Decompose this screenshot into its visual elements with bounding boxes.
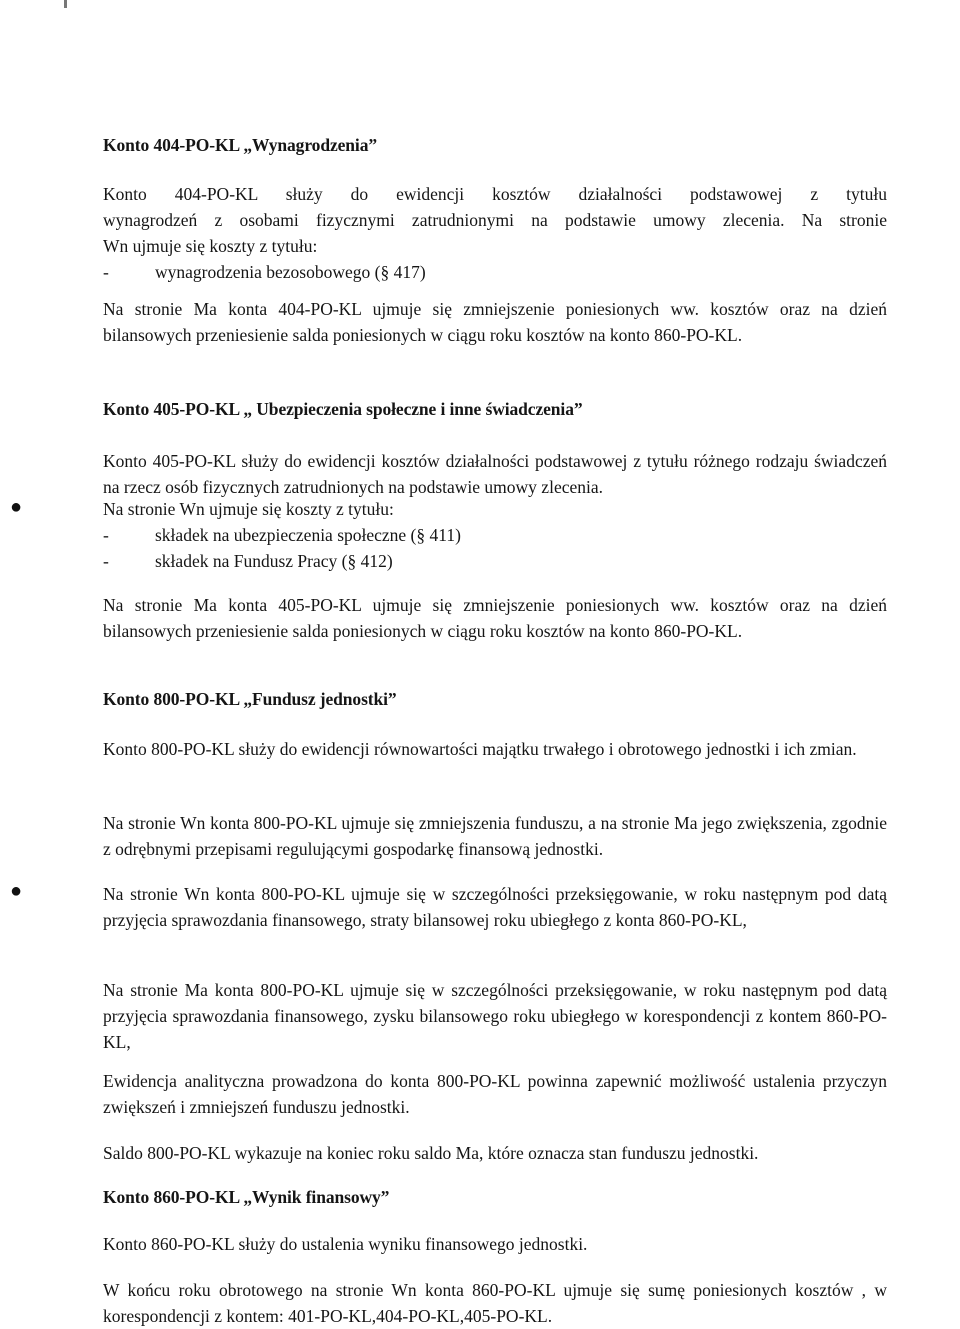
paragraph — [103, 1140, 887, 1166]
paragraph-line: Wn ujmuje się koszty z tytułu: — [103, 236, 318, 256]
paragraph-text: Ewidencja analityczna prowadzona do konta 800-PO-KL powinna zapewnić możliwość ustalenia przyczyn zwiększeń i zmniejszeń funduszu jednostki. — [103, 1071, 887, 1117]
paragraph-text: Na stronie Ma konta 405-PO-KL ujmuje się zmniejszenie poniesionych ww. kosztów oraz na dzień bilansowych przeniesienie salda poniesionych w ciągu roku kosztów na konto 860-PO-KL. — [103, 595, 887, 641]
paragraph-line: Konto 404-PO-KL służy do ewidencji kosztów działalności podstawowej z tytułu — [103, 184, 887, 204]
paragraph — [103, 1231, 887, 1257]
paragraph-text: Na stronie Wn konta 800-PO-KL ujmuje się w szczególności przeksięgowanie, w roku następnym pod datą przyjęcia sprawozdania finansowego, straty bilansowej roku ubiegłego z konta 860-PO-KL, — [103, 884, 887, 930]
section-heading-404: Konto 404-PO-KL „Wynagrodzenia” — [103, 135, 377, 155]
cost-list — [103, 522, 887, 574]
paragraph — [103, 181, 887, 285]
paragraph — [103, 736, 887, 762]
paragraph-line: Na stronie Wn ujmuje się koszty z tytułu: — [103, 499, 394, 519]
paragraph — [103, 592, 887, 644]
paragraph — [103, 977, 887, 1055]
paragraph — [103, 810, 887, 862]
paragraph — [103, 1068, 887, 1120]
paragraph-text: Na stronie Ma konta 404-PO-KL ujmuje się zmniejszenie poniesionych ww. kosztów oraz na dzień bilansowych przeniesienie salda poniesionych w ciągu roku kosztów na konto 860-PO-KL. — [103, 299, 887, 345]
paragraph-text: Na stronie Ma konta 800-PO-KL ujmuje się w szczególności przeksięgowanie, w roku następnym pod datą przyjęcia sprawozdania finansowego, zysku bilansowego roku ubiegłego w korespondencji z kontem 860-PO-KL, — [103, 980, 887, 1052]
scan-artifact-tick — [64, 0, 67, 8]
binding-hole-mark: ● — [10, 496, 23, 518]
paragraph-text: Saldo 800-PO-KL wykazuje na koniec roku saldo Ma, które oznacza stan funduszu jednostki. — [103, 1143, 759, 1163]
paragraph-text: Na stronie Wn konta 800-PO-KL ujmuje się zmniejszenia funduszu, a na stronie Ma jego zwiększenia, zgodnie z odrębnymi przepisami regulującymi gospodarkę finansową jednostki. — [103, 813, 887, 859]
paragraph — [103, 296, 887, 348]
paragraph — [103, 448, 887, 500]
list-item: - składek na ubezpieczenia społeczne (§ 411) — [103, 522, 887, 548]
paragraph-text: W końcu roku obrotowego na stronie Wn konta 860-PO-KL ujmuje się sumę poniesionych kosztów , w korespondencji z kontem: 401-PO-KL,404-PO-KL,405-PO-KL. — [103, 1280, 887, 1326]
paragraph-text: Konto 405-PO-KL służy do ewidencji kosztów działalności podstawowej z tytułu różnego rodzaju świadczeń na rzecz osób fizycznych zatrudnionych na podstawie umowy zlecenia. — [103, 451, 887, 497]
section-heading-800: Konto 800-PO-KL „Fundusz jednostki” — [103, 689, 397, 709]
paragraph-text: Konto 800-PO-KL służy do ewidencji równowartości majątku trwałego i obrotowego jednostki i ich zmian. — [103, 739, 857, 759]
paragraph — [103, 881, 887, 933]
paragraph — [103, 1277, 887, 1329]
section-heading-860: Konto 860-PO-KL „Wynik finansowy” — [103, 1187, 390, 1207]
paragraph — [103, 496, 887, 574]
binding-hole-mark: ● — [10, 880, 23, 902]
list-item: - wynagrodzenia bezosobowego (§ 417) — [103, 259, 887, 285]
paragraph-text: Konto 860-PO-KL służy do ustalenia wyniku finansowego jednostki. — [103, 1234, 588, 1254]
list-item: - składek na Fundusz Pracy (§ 412) — [103, 548, 887, 574]
cost-list — [103, 259, 887, 285]
paragraph-line: wynagrodzeń z osobami fizycznymi zatrudnionymi na podstawie umowy zlecenia. Na stronie — [103, 210, 887, 230]
section-heading-405: Konto 405-PO-KL „ Ubezpieczenia społeczne i inne świadczenia” — [103, 399, 583, 419]
